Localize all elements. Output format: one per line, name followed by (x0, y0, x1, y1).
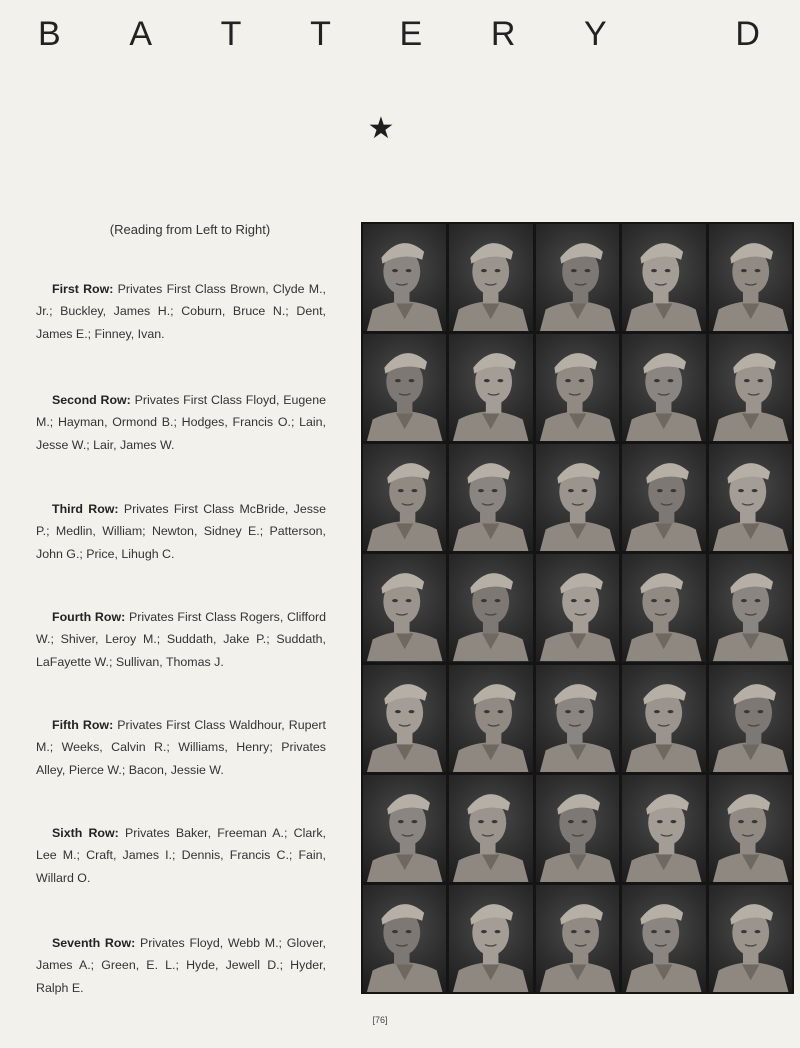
heading-letter-r: R (490, 14, 516, 53)
reading-note: (Reading from Left to Right) (109, 222, 271, 237)
soldier-portrait-icon (536, 665, 619, 772)
soldier-portrait-icon (449, 334, 532, 441)
soldier-portrait-icon (709, 554, 792, 661)
caption-row-label: Seventh Row: (52, 936, 136, 950)
page-number: [76] (372, 1015, 388, 1025)
heading-letter-b: B (38, 14, 61, 53)
soldier-portrait-icon (363, 665, 446, 772)
caption-seventh-row (36, 932, 326, 999)
soldier-portrait-icon (622, 885, 705, 992)
soldier-portrait-icon (449, 444, 532, 551)
heading-letter-d: D (735, 14, 760, 53)
caption-second-row (36, 389, 326, 456)
caption-fifth-row (36, 714, 326, 781)
soldier-portrait-icon (363, 775, 446, 882)
soldier-portrait-icon (709, 224, 792, 331)
caption-third-row (36, 498, 326, 565)
soldier-portrait-icon (622, 554, 705, 661)
soldier-portrait-icon (709, 775, 792, 882)
soldier-portrait-icon (363, 334, 446, 441)
soldier-portrait-icon (449, 554, 532, 661)
caption-row-label: Fourth Row: (52, 610, 126, 624)
soldier-portrait-icon (536, 444, 619, 551)
caption-sixth-row (36, 822, 326, 889)
caption-row-label: Third Row: (52, 502, 119, 516)
caption-row-text: Privates First Class McBride, Jesse P.; Medlin, William; Newton, Sidney E.; Patterson, John G.; Price, Lihugh C. (36, 502, 326, 561)
soldier-portrait-icon (449, 224, 532, 331)
caption-row-text: Privates First Class Waldhour, Rupert M.; Weeks, Calvin R.; Williams, Henry; Privates Alley, Pierce W.; Bacon, Jessie W. (36, 718, 326, 777)
caption-row-label: Sixth Row: (52, 826, 119, 840)
caption-row-label: Second Row: (52, 393, 131, 407)
heading-letter-t1: T (220, 14, 242, 53)
soldier-portrait-icon (622, 334, 705, 441)
caption-row-label: First Row: (52, 282, 114, 296)
soldier-portrait-icon (536, 224, 619, 331)
soldier-portrait-icon (622, 444, 705, 551)
caption-row-text: Privates Baker, Freeman A.; Clark, Lee M.; Craft, James I.; Dennis, Francis C.; Fain, Willard O. (36, 826, 326, 885)
soldier-portrait-icon (449, 885, 532, 992)
soldier-portrait-icon (709, 885, 792, 992)
heading-letter-a: A (129, 14, 153, 53)
soldier-portrait-icon (536, 775, 619, 882)
soldier-portrait-icon (363, 444, 446, 551)
caption-row-label: Fifth Row: (52, 718, 114, 732)
soldier-portrait-icon (363, 885, 446, 992)
soldier-portrait-icon (622, 775, 705, 882)
star-icon: ★ (367, 112, 395, 145)
heading-letter-t2: T (310, 14, 331, 53)
soldier-portrait-icon (363, 224, 446, 331)
heading-letter-y: Y (584, 14, 607, 53)
soldier-portrait-icon (709, 444, 792, 551)
soldier-portrait-icon (536, 334, 619, 441)
caption-first-row (36, 278, 326, 345)
soldier-portrait-icon (709, 665, 792, 772)
soldier-portrait-icon (449, 665, 532, 772)
caption-fourth-row (36, 606, 326, 673)
caption-row-text: Privates Floyd, Webb M.; Glover, James A.; Green, E. L.; Hyde, Jewell D.; Hyder, Ralph E. (36, 936, 326, 995)
soldier-portrait-icon (449, 775, 532, 882)
caption-row-text: Privates First Class Floyd, Eugene M.; Hayman, Ormond B.; Hodges, Francis O.; Lain, Jesse W.; Lair, James W. (36, 393, 326, 452)
soldier-portrait-icon (536, 885, 619, 992)
caption-row-text: Privates First Class Rogers, Clifford W.; Shiver, Leroy M.; Suddath, Jake P.; Suddath, LaFayette W.; Sullivan, Thomas J. (36, 610, 326, 669)
soldier-portrait-icon (536, 554, 619, 661)
portrait-grid (361, 222, 794, 994)
soldier-portrait-icon (622, 224, 705, 331)
soldier-portrait-icon (709, 334, 792, 441)
heading-letter-e: E (399, 14, 423, 53)
soldier-portrait-icon (363, 554, 446, 661)
caption-row-text: Privates First Class Brown, Clyde M., Jr.; Buckley, James H.; Coburn, Bruce N.; Dent, James E.; Finney, Ivan. (36, 282, 326, 341)
page-heading (38, 14, 760, 54)
soldier-portrait-icon (622, 665, 705, 772)
